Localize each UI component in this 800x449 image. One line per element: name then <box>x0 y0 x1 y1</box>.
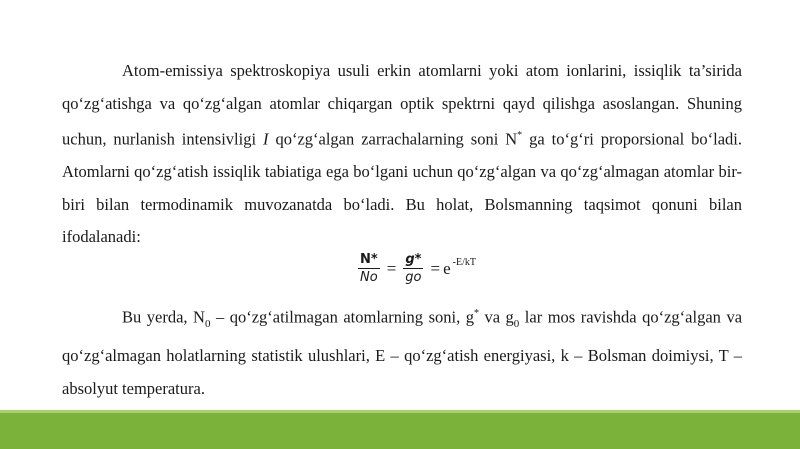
p2-line-1a: Bu yerda, N <box>122 307 205 327</box>
paragraph-1 <box>62 55 742 254</box>
footer-bar <box>0 413 800 449</box>
fraction-g-numerator: g* <box>405 252 422 267</box>
p1-line-4: Atomlarni qo‘zg‘atish issiqlik tabiatiga ega bo‘lgani uchun qo‘zg‘algan va qo‘zg‘almagan atomlar <box>62 162 715 182</box>
intensity-symbol: I <box>263 129 269 149</box>
exp-base: e <box>443 259 451 278</box>
fraction-n-denominator: No <box>360 270 378 285</box>
p1-line-6: ifodalanadi: <box>62 227 141 247</box>
p2-line-1b: – qo‘zg‘atilmagan atomlarning soni, g <box>210 307 474 327</box>
paragraph-2 <box>62 298 742 406</box>
exponent: -E/kT <box>452 256 476 268</box>
boltzmann-formula <box>0 252 800 286</box>
p2-line-2: va qo‘zg‘almagan holatlarning statistik ulushlari, E – qo‘zg‘atish energiyasi, k – Bolsman <box>62 307 743 366</box>
fraction-n <box>358 252 380 286</box>
p2-line-3: doimiysi, T – absolyut temperatura. <box>62 346 743 398</box>
p2-line-1d: lar mos ravishda qo‘zg‘algan <box>519 307 721 327</box>
g-sup: * <box>473 308 479 319</box>
g0-sub: 0 <box>513 317 520 330</box>
paragraph-2-text <box>62 298 742 406</box>
fraction-g <box>403 252 423 286</box>
n0-sub: 0 <box>204 317 211 330</box>
excited-sup: * <box>517 130 523 142</box>
main-text <box>62 55 742 254</box>
fraction-g-denominator: go <box>405 270 422 285</box>
p1-line-2: qo‘zg‘atishga va qo‘zg‘algan atomlar chiqargan optik spektrni qayd qilishga asoslangan. Shuning <box>62 93 742 113</box>
p1-line-1: Atom-emissiya spektroskopiya usuli erkin atomlarni yoki atom ionlarini, issiqlik ta’sirida <box>122 61 742 80</box>
equals-sign-2: = <box>430 259 441 278</box>
p1-line-5: bir-biri bilan termodinamik muvozanatda bo‘ladi. Bu holat, Bolsmanning taqsimot qonuni bilan <box>62 162 742 214</box>
p2-line-1c: va g <box>478 307 514 327</box>
p1-line-3b: qo‘zg‘algan zarrachalarning soni N <box>268 129 518 149</box>
fraction-n-numerator: N* <box>360 252 378 267</box>
equals-sign-1: = <box>386 259 397 278</box>
p1-line-3a: uchun, nurlanish intensivligi <box>62 129 263 149</box>
p1-line-3c: ga to‘g‘ri proporsional bo‘ladi. <box>522 129 742 149</box>
